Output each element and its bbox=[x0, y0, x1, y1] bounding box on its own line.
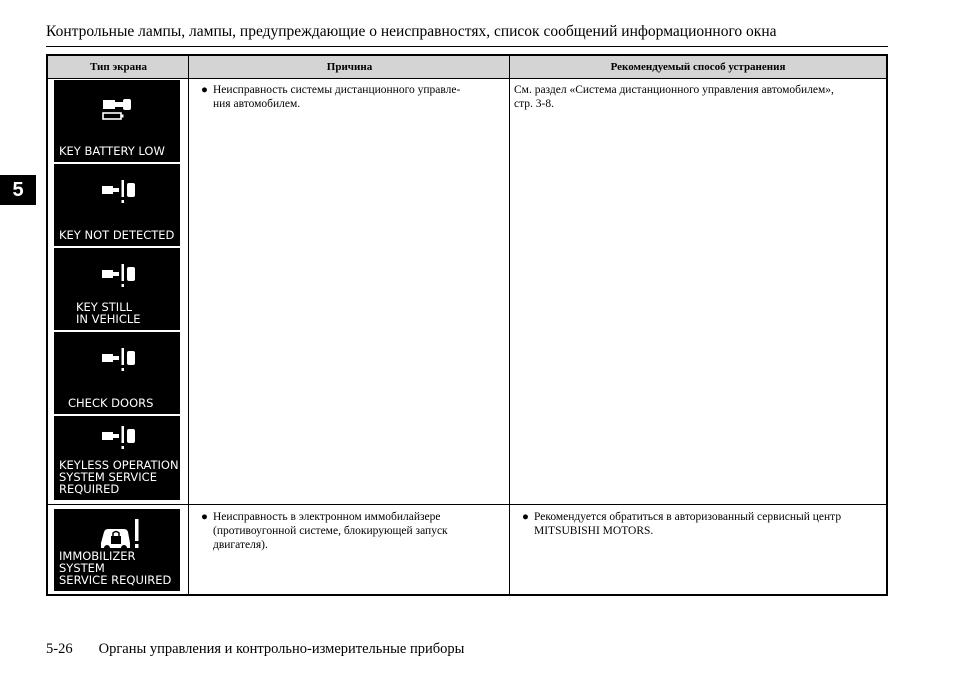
remedy-text: Рекомендуется обратиться в авторизованный сервисный центр MITSUBISHI MOTORS. bbox=[534, 511, 842, 537]
column-header-cause: Причина bbox=[326, 61, 373, 73]
screen-keyless-operation-service bbox=[54, 416, 180, 500]
page-footer bbox=[46, 641, 464, 658]
bullet-icon: ● bbox=[201, 84, 208, 96]
screen-key-still-in-vehicle bbox=[54, 248, 180, 330]
cause-text: Неисправность системы дистанционного управле- ния автомобилем. bbox=[213, 84, 461, 110]
screen-label: KEYLESS OPERATION SYSTEM SERVICE REQUIRED bbox=[59, 458, 179, 496]
row-1-cause bbox=[201, 83, 501, 111]
column-divider bbox=[188, 56, 189, 594]
key-warning-icon bbox=[98, 178, 138, 206]
row-1-remedy: См. раздел «Система дистанционного управления автомобилем», стр. 3-8. bbox=[514, 84, 834, 110]
message-table bbox=[46, 54, 888, 596]
screen-label: IMMOBILIZER SYSTEM SERVICE REQUIRED bbox=[59, 549, 172, 587]
row-2-cause bbox=[201, 510, 501, 552]
chapter-tab: 5 bbox=[0, 175, 36, 205]
column-header-remedy: Рекомендуемый способ устранения bbox=[610, 61, 786, 73]
screen-key-battery-low bbox=[54, 80, 180, 162]
key-warning-icon bbox=[98, 424, 138, 452]
screen-check-doors bbox=[54, 332, 180, 414]
column-header-screen-type: Тип экрана bbox=[89, 61, 148, 73]
key-battery-icon bbox=[98, 96, 134, 122]
row-2-remedy bbox=[522, 510, 882, 538]
screen-label: KEY BATTERY LOW bbox=[59, 144, 165, 158]
key-warning-icon bbox=[98, 346, 138, 374]
row-divider bbox=[48, 504, 886, 505]
cause-text: Неисправность в электронном иммобилайзере (противоугонной системе, блокирующей запуск двигателя). bbox=[213, 511, 448, 551]
screen-immobilizer-service bbox=[54, 509, 180, 591]
column-divider bbox=[509, 56, 510, 594]
header-rule bbox=[46, 46, 888, 47]
table-header-row bbox=[48, 56, 886, 79]
bullet-icon: ● bbox=[522, 511, 529, 523]
screen-label: KEY STILL IN VEHICLE bbox=[76, 300, 141, 326]
footer-section-title: Органы управления и контрольно-измерительные приборы bbox=[98, 641, 465, 657]
key-warning-icon bbox=[98, 262, 138, 290]
screen-label: KEY NOT DETECTED bbox=[59, 228, 175, 242]
screen-key-not-detected bbox=[54, 164, 180, 246]
bullet-icon: ● bbox=[201, 511, 208, 523]
screen-label: CHECK DOORS bbox=[68, 396, 154, 410]
page-header: Контрольные лампы, лампы, предупреждающие о неисправностях, список сообщений информационного окна bbox=[46, 23, 777, 40]
immobilizer-lock-icon bbox=[98, 517, 142, 553]
page-number: 5-26 bbox=[46, 641, 73, 657]
